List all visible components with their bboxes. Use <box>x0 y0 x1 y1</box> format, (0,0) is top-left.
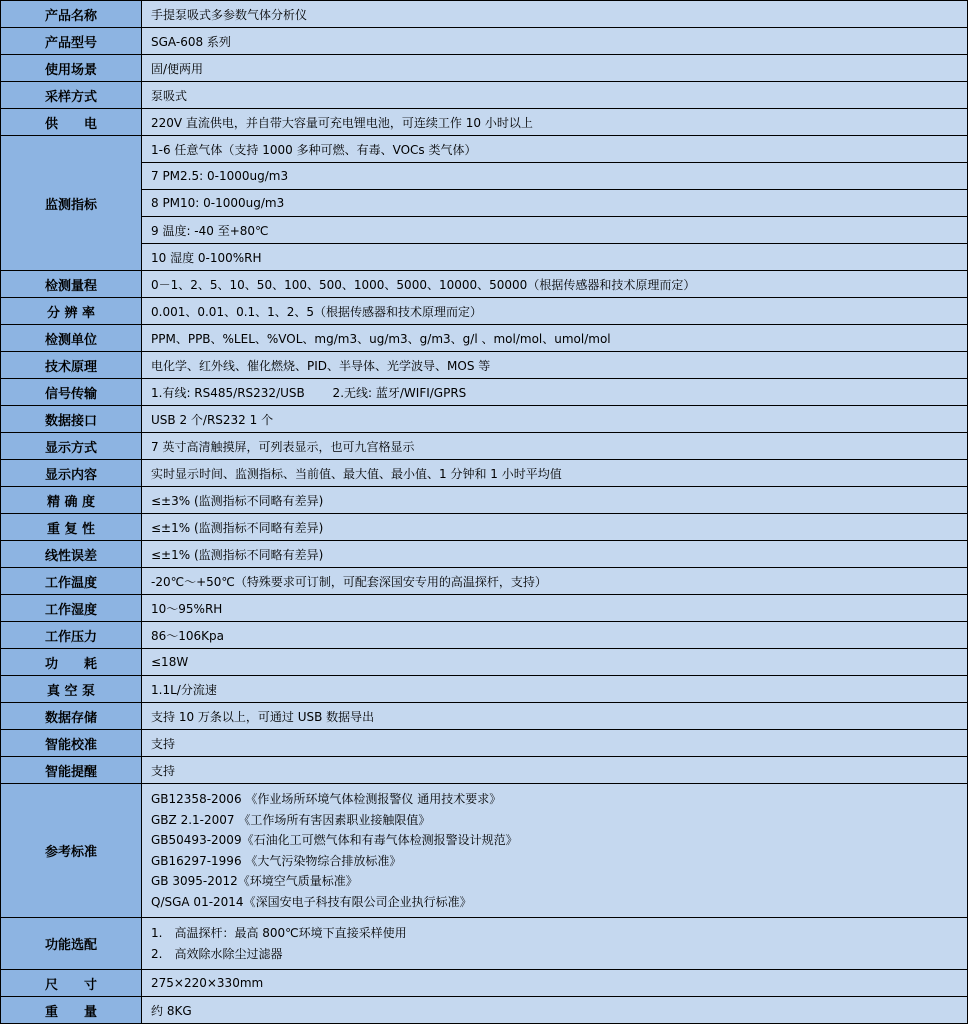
spec-subrow <box>1 190 968 217</box>
spec-row-repeatability <box>1 514 968 541</box>
spec-value: 电化学、红外线、催化燃烧、PID、半导体、光学波导、MOS 等 <box>142 352 968 379</box>
spec-value: 约 8KG <box>142 997 968 1024</box>
option-line: 1. 高温探杆：最高 800℃环境下直接采样使用 <box>151 926 407 940</box>
spec-value: 实时显示时间、监测指标、当前值、最大值、最小值、1 分钟和 1 小时平均值 <box>142 460 968 487</box>
standard-line: GB 3095-2012《环境空气质量标准》 <box>151 874 358 888</box>
spec-row-power-consumption <box>1 649 968 676</box>
spec-value: 1.有线: RS485/RS232/USB 2.无线: 蓝牙/WIFI/GPRS <box>142 379 968 406</box>
spec-label: 信号传输 <box>1 379 142 406</box>
spec-row-vacuum-pump <box>1 676 968 703</box>
spec-value: ≤±1% (监测指标不同略有差异) <box>142 541 968 568</box>
spec-value: ≤18W <box>142 649 968 676</box>
spec-row-optional-features <box>1 918 968 970</box>
spec-subrow <box>1 244 968 271</box>
spec-value: 1.1L/分流速 <box>142 676 968 703</box>
spec-row-model <box>1 28 968 55</box>
spec-label: 重 量 <box>1 997 142 1024</box>
spec-row-work-temp <box>1 568 968 595</box>
spec-label: 使用场景 <box>1 55 142 82</box>
spec-row-display-mode <box>1 433 968 460</box>
spec-label: 采样方式 <box>1 82 142 109</box>
spec-label: 检测单位 <box>1 325 142 352</box>
spec-label: 尺 寸 <box>1 970 142 997</box>
spec-value: ≤±1% (监测指标不同略有差异) <box>142 514 968 541</box>
spec-row-range <box>1 271 968 298</box>
spec-row-signal <box>1 379 968 406</box>
spec-label: 显示方式 <box>1 433 142 460</box>
standard-line: Q/SGA 01-2014《深国安电子科技有限公司企业执行标准》 <box>151 894 472 909</box>
spec-label: 精 确 度 <box>1 487 142 514</box>
spec-row-linearity <box>1 541 968 568</box>
spec-value: 固/便两用 <box>142 55 968 82</box>
spec-label: 监测指标 <box>1 136 142 271</box>
spec-subrow <box>1 163 968 190</box>
spec-label: 真 空 泵 <box>1 676 142 703</box>
standard-line: GB16297-1996 《大气污染物综合排放标准》 <box>151 853 402 868</box>
spec-label: 线性误差 <box>1 541 142 568</box>
standard-line: GB50493-2009《石油化工可燃气体和有毒气体检测报警设计规范》 <box>151 833 518 847</box>
spec-value: 0.001、0.01、0.1、1、2、5（根据传感器和技术原理而定） <box>142 298 968 325</box>
option-line: 2. 高效除水除尘过滤器 <box>151 946 283 961</box>
spec-row-data-storage <box>1 703 968 730</box>
spec-row-smart-calibration <box>1 730 968 757</box>
spec-value: 支持 <box>142 730 968 757</box>
spec-label: 重 复 性 <box>1 514 142 541</box>
spec-value <box>142 784 968 918</box>
spec-subvalue: 8 PM10: 0-1000ug/m3 <box>142 190 968 217</box>
spec-value: SGA-608 系列 <box>142 28 968 55</box>
spec-row-product-name <box>1 1 968 28</box>
spec-value: PPM、PPB、%LEL、%VOL、mg/m3、ug/m3、g/m3、g/l 、mol/mol、umol/mol <box>142 325 968 352</box>
spec-label: 技术原理 <box>1 352 142 379</box>
spec-label: 智能校准 <box>1 730 142 757</box>
spec-subvalue: 7 PM2.5: 0-1000ug/m3 <box>142 163 968 190</box>
spec-value: 7 英寸高清触摸屏，可列表显示，也可九宫格显示 <box>142 433 968 460</box>
standard-line: GBZ 2.1-2007 《工作场所有害因素职业接触限值》 <box>151 812 431 827</box>
spec-subrow <box>1 217 968 244</box>
spec-row-data-port <box>1 406 968 433</box>
spec-value <box>142 918 968 970</box>
spec-row-dimensions <box>1 970 968 997</box>
spec-value: 86～106Kpa <box>142 622 968 649</box>
spec-row-smart-reminder <box>1 757 968 784</box>
spec-label: 数据接口 <box>1 406 142 433</box>
spec-row-work-pressure <box>1 622 968 649</box>
spec-label: 参考标准 <box>1 784 142 918</box>
spec-value: 支持 <box>142 757 968 784</box>
spec-label: 功能选配 <box>1 918 142 970</box>
spec-row-sampling <box>1 82 968 109</box>
spec-subvalue: 9 温度: -40 至+80℃ <box>142 217 968 244</box>
spec-label: 分 辨 率 <box>1 298 142 325</box>
spec-row-resolution <box>1 298 968 325</box>
spec-row-usage-scene <box>1 55 968 82</box>
spec-label: 数据存储 <box>1 703 142 730</box>
spec-value: 10～95%RH <box>142 595 968 622</box>
spec-row-monitor-indicators <box>1 136 968 163</box>
spec-label: 智能提醒 <box>1 757 142 784</box>
spec-label: 产品型号 <box>1 28 142 55</box>
spec-label: 供 电 <box>1 109 142 136</box>
spec-value: 支持 10 万条以上，可通过 USB 数据导出 <box>142 703 968 730</box>
spec-value: ≤±3% (监测指标不同略有差异) <box>142 487 968 514</box>
spec-row-units <box>1 325 968 352</box>
spec-label: 产品名称 <box>1 1 142 28</box>
spec-value: 0－1、2、5、10、50、100、500、1000、5000、10000、50000（根据传感器和技术原理而定） <box>142 271 968 298</box>
spec-value: USB 2 个/RS232 1 个 <box>142 406 968 433</box>
spec-label: 工作温度 <box>1 568 142 595</box>
spec-row-accuracy <box>1 487 968 514</box>
spec-row-power <box>1 109 968 136</box>
spec-row-weight <box>1 997 968 1024</box>
spec-subvalue: 10 湿度 0-100%RH <box>142 244 968 271</box>
spec-row-reference-standards <box>1 784 968 918</box>
standard-line: GB12358-2006 《作业场所环境气体检测报警仪 通用技术要求》 <box>151 792 502 806</box>
spec-label: 工作压力 <box>1 622 142 649</box>
spec-value: 手提泵吸式多参数气体分析仪 <box>142 1 968 28</box>
spec-value: 泵吸式 <box>142 82 968 109</box>
spec-label: 检测量程 <box>1 271 142 298</box>
spec-value: -20℃～+50℃（特殊要求可订制，可配套深国安专用的高温探杆，支持） <box>142 568 968 595</box>
spec-subvalue: 1-6 任意气体（支持 1000 多种可燃、有毒、VOCs 类气体） <box>142 136 968 163</box>
spec-row-display-content <box>1 460 968 487</box>
spec-row-principle <box>1 352 968 379</box>
spec-value: 275×220×330mm <box>142 970 968 997</box>
spec-label: 显示内容 <box>1 460 142 487</box>
spec-value: 220V 直流供电，并自带大容量可充电锂电池，可连续工作 10 小时以上 <box>142 109 968 136</box>
spec-row-work-humidity <box>1 595 968 622</box>
spec-label: 工作湿度 <box>1 595 142 622</box>
spec-label: 功 耗 <box>1 649 142 676</box>
